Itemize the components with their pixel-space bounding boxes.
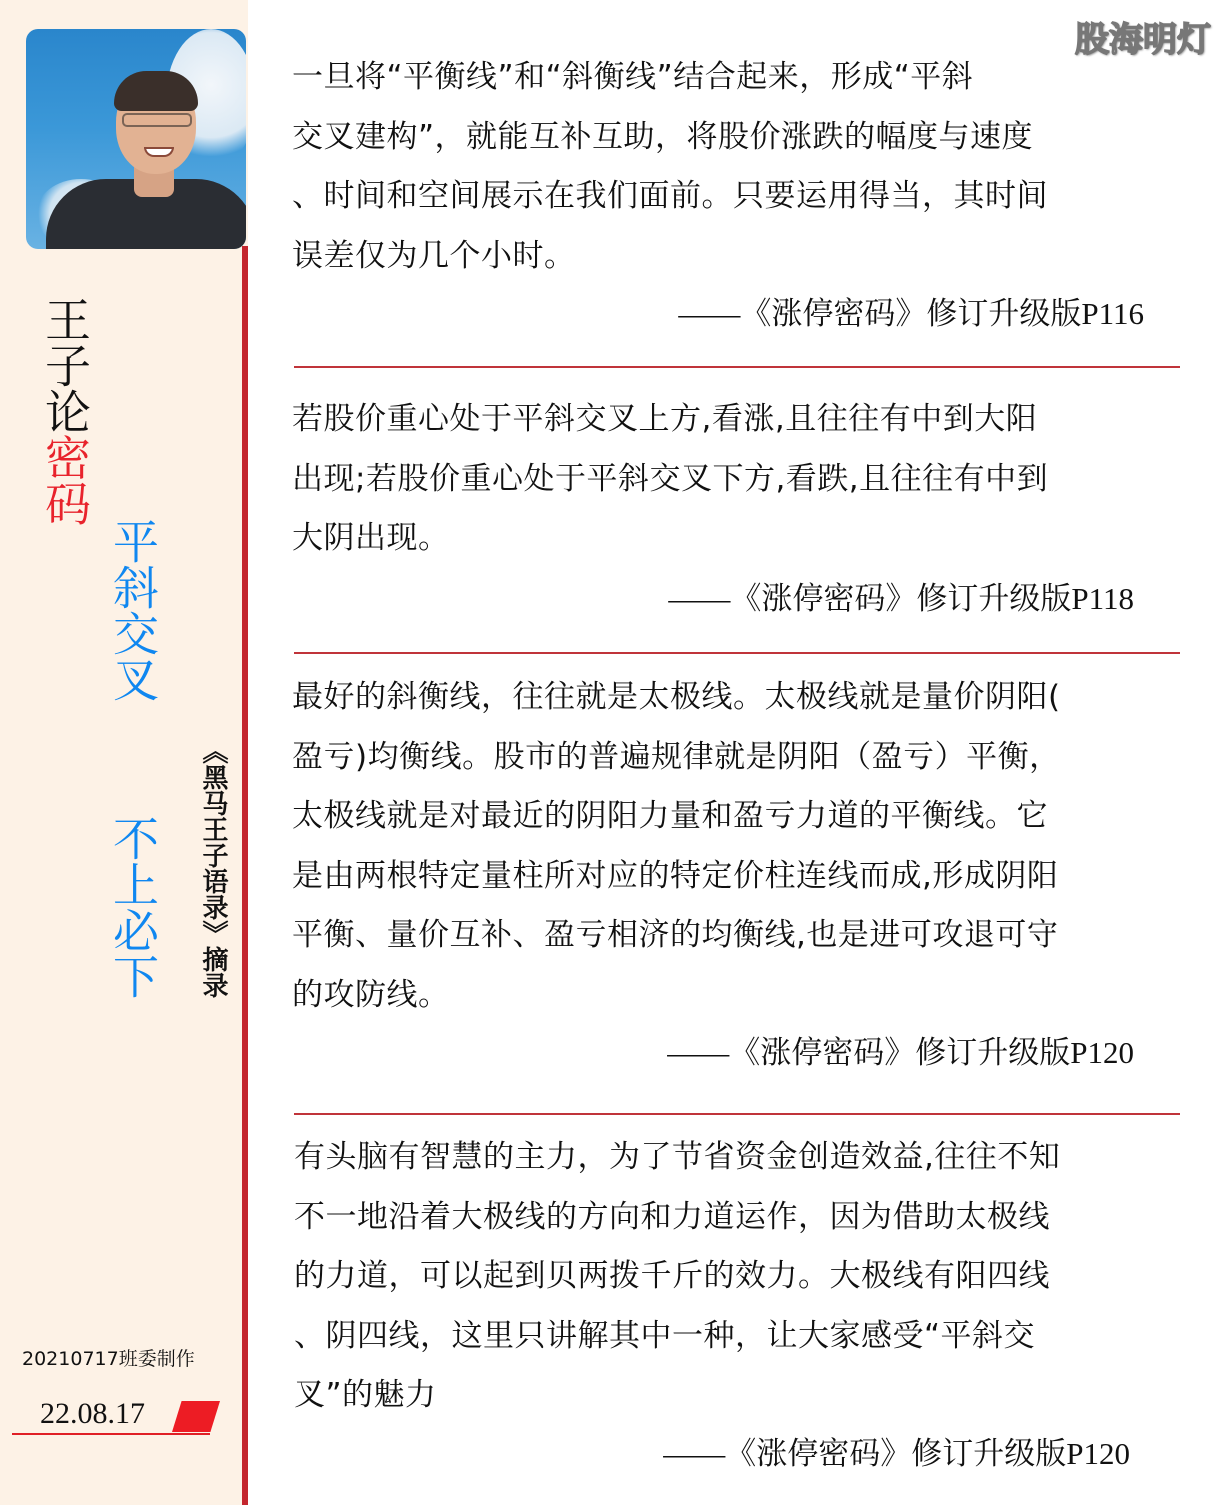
title-red: 密码 <box>38 434 92 526</box>
quote-line: 误差仅为几个小时。 <box>292 237 576 274</box>
quote-section-1 <box>292 48 1182 333</box>
title-black: 王子论 <box>38 296 92 434</box>
quote-section-3 <box>292 668 1182 1072</box>
citation: ——《涨停密码》修订升级版P116 <box>678 296 1144 331</box>
sidebar-divider <box>242 246 248 1505</box>
quote-line: 盈亏)均衡线。股市的普遍规律就是阴阳（盈亏）平衡， <box>292 738 1061 775</box>
quote-line: 出现;若股价重心处于平斜交叉下方,看跌,且往往有中到 <box>292 460 1049 497</box>
quote-line: 的力道，可以起到贝两拨千斤的效力。大极线有阳四线 <box>294 1258 1050 1294</box>
quote-section-2 <box>292 390 1182 618</box>
portrait-hair <box>114 71 198 111</box>
quote-section-4 <box>294 1128 1184 1473</box>
quote-line: 、时间和空间展示在我们面前。只要运用得当，其时间 <box>292 178 1048 214</box>
section-divider <box>294 366 1180 368</box>
citation: ——《涨停密码》修订升级版P118 <box>668 580 1134 616</box>
author-photo <box>26 29 246 249</box>
quote-line: 不一地沿着大极线的方向和力道运作，因为借助太极线 <box>294 1198 1050 1235</box>
maker-credit: 20210717班委制作 <box>22 1348 195 1370</box>
citation: ——《涨停密码》修订升级版P120 <box>663 1435 1130 1471</box>
section-divider <box>294 652 1180 654</box>
quote-line: 一旦将“平衡线”和“斜衡线”结合起来，形成“平斜 <box>292 59 974 95</box>
sidebar <box>0 0 248 1505</box>
date-flag-shape <box>172 1401 220 1432</box>
quote-line: 若股价重心处于平斜交叉上方,看涨,且往往有中到大阳 <box>292 401 1038 437</box>
page-title <box>40 296 90 526</box>
quote-line: 有头脑有智慧的主力，为了节省资金创造效益,往往不知 <box>294 1139 1061 1175</box>
quote-line: 大阴出现。 <box>292 520 450 556</box>
quote-line: 、阴四线，这里只讲解其中一种，让大家感受“平斜交 <box>294 1317 1036 1354</box>
subtitle-cross: 平斜交叉 <box>106 518 160 702</box>
quote-line: 太极线就是对最近的阴阳力量和盈亏力道的平衡线。它 <box>292 798 1048 834</box>
quote-line: 叉”的魅力 <box>294 1377 437 1413</box>
quote-line: 最好的斜衡线，往往就是太极线。太极线就是量价阴阳( <box>292 679 1061 715</box>
quote-line: 交叉建构”，就能互补互助，将股价涨跌的幅度与速度 <box>292 118 1034 155</box>
section-divider <box>294 1113 1180 1115</box>
date-underline <box>12 1433 210 1435</box>
quote-line: 是由两根特定量柱所对应的特定价柱连线而成,形成阴阳 <box>292 857 1059 894</box>
publish-date: 22.08.17 <box>40 1397 145 1430</box>
watermark-logo: 股海明灯 <box>1075 20 1211 60</box>
glasses-icon <box>122 113 192 127</box>
subtitle-rule: 不上必下 <box>106 815 160 999</box>
citation: ——《涨停密码》修订升级版P120 <box>667 1035 1134 1070</box>
quote-line: 平衡、量价互补、盈亏相济的均衡线,也是进可攻退可守 <box>292 917 1059 953</box>
source-label: 《黑马王子语录》摘录 <box>198 738 228 998</box>
quote-line: 的攻防线。 <box>292 976 450 1013</box>
